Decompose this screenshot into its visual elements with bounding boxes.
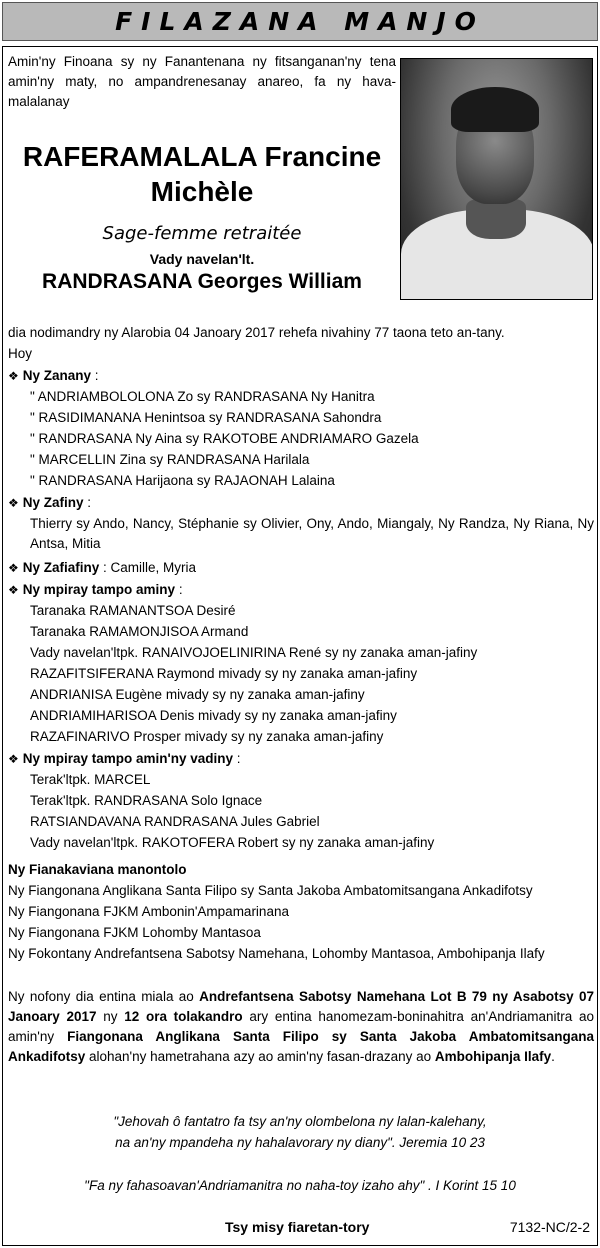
grandchildren-text: Thierry sy Ando, Nancy, Stéphanie sy Olivier, Ony, Ando, Miangaly, Ny Randza, Ny Riana, Ny Antsa, Mitia — [30, 516, 594, 551]
list-item: " RASIDIMANANA Henintsoa sy RANDRASANA Sahondra — [30, 410, 382, 425]
death-line: dia nodimandry ny Alarobia 04 Janoary 2017 rehefa nivahiny 77 taona teto an-tany. — [8, 325, 505, 340]
hoy-label: Hoy — [8, 346, 33, 361]
quote-korint: "Fa ny fahasoavan'Andriamanitra no naha-toy izaho ahy" . I Korint 15 10 — [84, 1178, 516, 1193]
diamond-bullet-icon: ❖ — [8, 583, 19, 597]
quote-jeremia-line2: na an'ny mpandeha ny hahalavorary ny diany". Jeremia 10 23 — [115, 1135, 485, 1150]
list-item: RAZAFITSIFERANA Raymond mivady sy ny zanaka aman-jafiny — [30, 666, 418, 681]
portrait-photo — [400, 58, 593, 300]
church-line: Ny Fiangonana Anglikana Santa Filipo sy Santa Jakoba Ambatomitsangana Ankadifotsy — [8, 883, 533, 898]
list-item: Taranaka RAMAMONJISOA Armand — [30, 624, 249, 639]
list-item: Vady navelan'ltpk. RANAIVOJOELINIRINA René sy ny zanaka aman-jafiny — [30, 645, 478, 660]
list-item: Vady navelan'ltpk. RAKOTOFERA Robert sy ny zanaka aman-jafiny — [30, 835, 435, 850]
list-item: " RANDRASANA Harijaona sy RAJAONAH Lalaina — [30, 473, 335, 488]
list-item: " MARCELLIN Zina sy RANDRASANA Harilala — [30, 452, 310, 467]
list-item: " ANDRIAMBOLOLONA Zo sy RANDRASANA Ny Hanitra — [30, 389, 375, 404]
deceased-name-line1: RAFERAMALALA Francine — [22, 141, 382, 172]
group-heading-zanany: ❖ Ny Zanany : — [8, 368, 99, 383]
list-item: ANDRIAMIHARISOA Denis mivady sy ny zanaka aman-jafiny — [30, 708, 397, 723]
burial-paragraph: Ny nofony dia entina miala ao Andrefantsena Sabotsy Namehana Lot B 79 ny Asabotsy 07 Janoary 2017 ny 12 ora tolakandro ary entina hanomezam-boninahitra an'Andriamanitra ao amin'ny Fiangonana Anglikana Santa Filipo sy Santa Jakoba Ambatomitsangana Ankadifotsy alohan'ny hametrahana azy ao amin'ny fasan-drazany ao Ambohipanja Ilafy. — [8, 989, 595, 1064]
list-item: Taranaka RAMANANTSOA Desiré — [30, 603, 236, 618]
group-heading-zafiafiny: ❖ Ny Zafiafiny : Camille, Myria — [8, 560, 197, 575]
quote-jeremia-line1: "Jehovah ô fantatro fa tsy an'ny olombelona ny lalan-kalehany, — [113, 1114, 487, 1129]
deceased-profession: Sage-femme retraitée — [102, 223, 302, 244]
diamond-bullet-icon: ❖ — [8, 369, 19, 383]
group-heading-zafiny: ❖ Ny Zafiny : — [8, 495, 92, 510]
banner-title: FILAZANA MANJO — [2, 2, 598, 41]
church-line: Ny Fiangonana FJKM Lohomby Mantasoa — [8, 925, 261, 940]
group-heading-siblings: ❖ Ny mpiray tampo aminy : — [8, 582, 183, 597]
church-line: Ny Fokontany Andrefantsena Sabotsy Namehana, Lohomby Mantasoa, Ambohipanja Ilafy — [8, 946, 545, 961]
spouse-prefix: Vady navelan'lt. — [149, 251, 255, 267]
diamond-bullet-icon: ❖ — [8, 752, 19, 766]
list-item: RATSIANDAVANA RANDRASANA Jules Gabriel — [30, 814, 320, 829]
list-item: RAZAFINARIVO Prosper mivady sy ny zanaka aman-jafiny — [30, 729, 384, 744]
intro-text: Amin'ny Finoana sy ny Fanantenana ny fitsanganan'ny tena amin'ny maty, no ampandrenesanay anareo, fa ny hava-malalanay — [8, 54, 396, 109]
list-item: Terak'ltpk. RANDRASANA Solo Ignace — [30, 793, 263, 808]
list-item: ANDRIANISA Eugène mivady sy ny zanaka aman-jafiny — [30, 687, 365, 702]
group-heading-spouse-siblings: ❖ Ny mpiray tampo amin'ny vadiny : — [8, 751, 241, 766]
footer-note: Tsy misy fiaretan-tory — [225, 1219, 370, 1235]
list-item: " RANDRASANA Ny Aina sy RAKOTOBE ANDRIAMARO Gazela — [30, 431, 419, 446]
list-item: Terak'ltpk. MARCEL — [30, 772, 151, 787]
church-line: Ny Fiangonana FJKM Ambonin'Ampamarinana — [8, 904, 289, 919]
reference-code: 7132-NC/2-2 — [509, 1219, 590, 1235]
diamond-bullet-icon: ❖ — [8, 496, 19, 510]
diamond-bullet-icon: ❖ — [8, 561, 19, 575]
spouse-name: RANDRASANA Georges William — [42, 270, 362, 293]
family-heading: Ny Fianakaviana manontolo — [8, 862, 187, 877]
deceased-name-line2: Michèle — [150, 176, 254, 207]
